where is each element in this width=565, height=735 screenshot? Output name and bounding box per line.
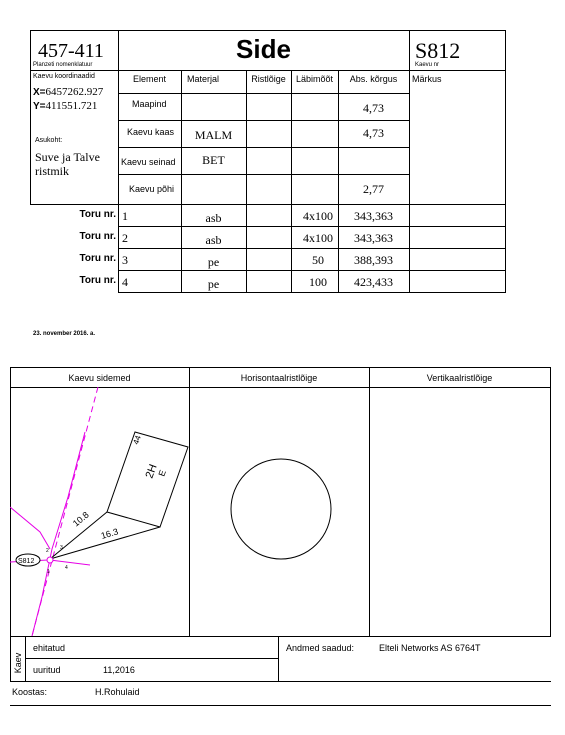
map-code: 457-411 <box>38 40 104 62</box>
pipe-num-label-2: 2 <box>46 548 49 554</box>
pipe-material-1: asb <box>205 233 222 247</box>
house-label: 2H <box>143 462 160 481</box>
pipe-num-label-1: 1 <box>47 569 50 575</box>
row-label-3: Kaevu põhi <box>129 184 175 194</box>
road-branch-line <box>10 507 50 549</box>
footer-measured-date: 11,2016 <box>103 665 135 675</box>
col-remark: Märkus <box>412 74 442 84</box>
coord-y-label: Y= <box>33 101 46 112</box>
panel-title-right: Vertikaalristlõige <box>426 373 493 383</box>
building-outline <box>107 432 188 527</box>
pipe-line-4 <box>50 560 90 565</box>
location-line2: ristmik <box>35 164 70 178</box>
footer-measured-label: uuritud <box>33 665 61 675</box>
pipe-num-0: 1 <box>122 209 128 223</box>
row-label-1: Kaevu kaas <box>127 127 175 137</box>
footer-side-label: Kaev <box>13 652 23 674</box>
page-title: Side <box>236 34 291 64</box>
row-material-2: BET <box>202 153 225 167</box>
col-abs-height: Abs. kõrgus <box>349 74 398 84</box>
map-code-caption: Planzeti nomenklatuur <box>33 62 93 68</box>
row-height-3: 2,77 <box>363 182 384 196</box>
pipe-material-2: pe <box>207 255 220 269</box>
pipe-num-1: 2 <box>122 231 128 245</box>
panel-title-left: Kaevu sidemed <box>68 373 131 383</box>
footer-status: ehitatud <box>33 643 66 653</box>
dim-44-label: 44 <box>131 434 143 446</box>
pipe-label-1: Toru nr. <box>79 231 116 242</box>
pipe-label-0: Toru nr. <box>79 209 116 220</box>
col-diameter: Läbimõõt <box>295 74 334 84</box>
footer-source-label: Andmed saadud: <box>286 643 355 653</box>
pipe-num-2: 3 <box>122 253 128 267</box>
footer-source-value: Elteli Networks AS 6764T <box>379 643 481 653</box>
pipe-height-3: 423,433 <box>354 275 393 289</box>
coord-y <box>33 100 97 112</box>
col-material: Materjal <box>187 74 220 84</box>
pipe-diameter-2: 50 <box>312 253 324 267</box>
pipe-num-label-4: 4 <box>65 565 68 571</box>
road-line <box>32 432 85 636</box>
house-label-2: E <box>156 468 168 478</box>
dim-163-label: 16.3 <box>99 526 120 541</box>
row-height-1: 4,73 <box>363 126 384 140</box>
footer-author-value: H.Rohulaid <box>95 687 140 697</box>
pipe-material-3: pe <box>207 277 220 291</box>
pipe-material-0: asb <box>205 211 222 225</box>
col-cross-section: Ristlõige <box>251 74 286 84</box>
horizontal-section-drawing <box>189 387 369 636</box>
pipe-height-2: 388,393 <box>354 253 393 267</box>
pipe-label-2: Toru nr. <box>79 253 116 264</box>
pipe-label-3: Toru nr. <box>79 275 116 286</box>
pipe-diameter-0: 4x100 <box>303 209 333 223</box>
pipe-diameter-3: 100 <box>309 275 327 289</box>
coords-caption: Kaevu koordinaadid <box>33 73 95 80</box>
row-height-0: 4,73 <box>363 101 384 115</box>
well-connections-sketch <box>10 387 189 636</box>
pipe-num-label-3: 3 <box>60 545 63 551</box>
pipe-height-0: 343,363 <box>354 209 393 223</box>
coord-y-value: 411551.721 <box>45 100 98 112</box>
coord-x-value: 6457262.927 <box>45 86 104 98</box>
location-line1: Suve ja Talve <box>35 150 100 164</box>
row-label-2: Kaevu seinad <box>121 157 176 167</box>
coord-x-label: X= <box>33 87 46 98</box>
pipe-diameter-1: 4x100 <box>303 231 333 245</box>
well-point <box>47 557 53 563</box>
well-id: S812 <box>415 38 461 63</box>
well-id-caption: Kaevu nr <box>415 62 440 68</box>
pipe-height-1: 343,363 <box>354 231 393 245</box>
sketch-well-label: S812 <box>18 558 35 565</box>
row-label-0: Maapind <box>132 99 167 109</box>
footer-author-label: Koostas: <box>12 687 48 697</box>
document-date: 23. november 2016. a. <box>33 331 96 337</box>
dim-108-label: 10.8 <box>70 509 91 529</box>
location-caption: Asukoht: <box>35 137 63 144</box>
pipe-num-3: 4 <box>122 275 128 289</box>
panel-title-middle: Horisontaalristlõige <box>240 373 318 383</box>
row-material-1: MALM <box>194 128 233 142</box>
coord-x <box>33 86 103 98</box>
col-element: Element <box>132 74 167 84</box>
well-cross-section-circle <box>231 459 331 559</box>
